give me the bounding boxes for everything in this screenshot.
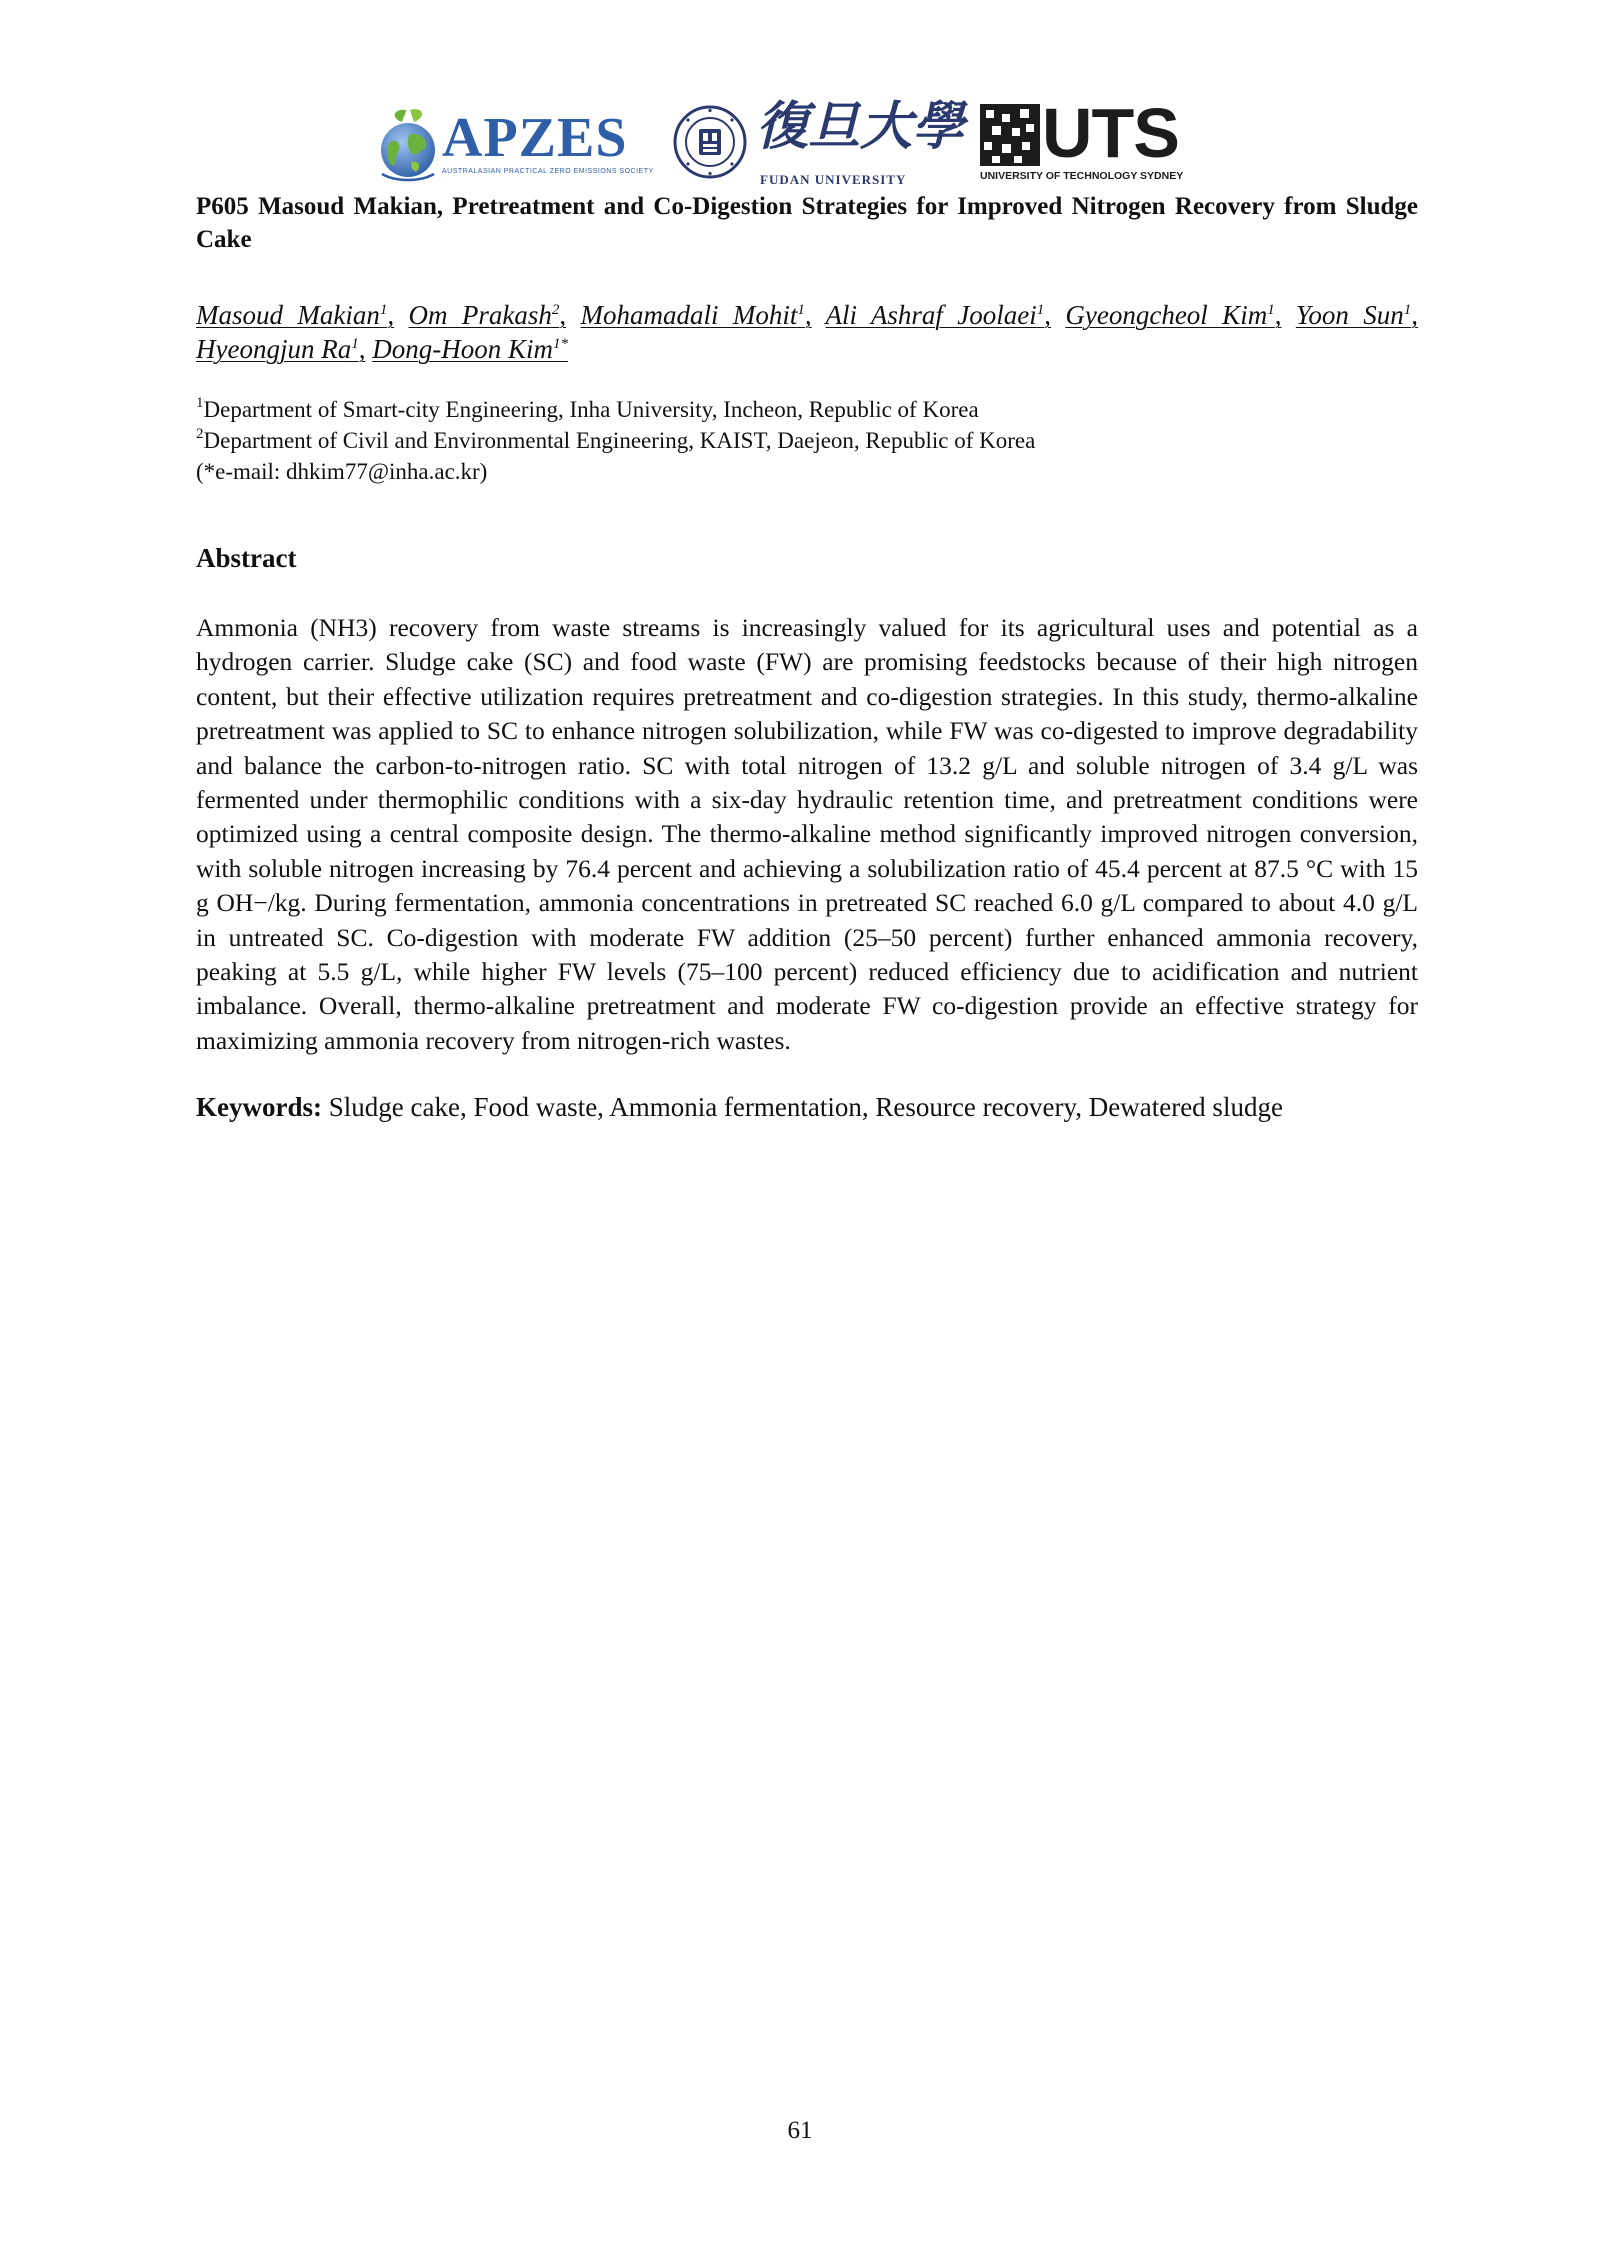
author-name: Mohamadali Mohit$^1$, <box>580 300 812 330</box>
author-name: Ali Ashraf Joolaei$^1$, <box>825 300 1051 330</box>
affiliations <box>196 394 1418 487</box>
author-affiliation-marker: 1 <box>797 302 805 318</box>
affiliation-1 <box>196 394 1418 425</box>
paper-body <box>196 190 1418 1124</box>
apzes-wordmark: APZES <box>442 107 628 169</box>
author-name: Masoud Makian$^1$, <box>196 300 395 330</box>
keywords <box>196 1090 1418 1124</box>
author-affiliation-marker: 1 <box>351 336 359 352</box>
fudan-subtitle: FUDAN UNIVERSITY <box>760 172 907 187</box>
paper-title: P605 Masoud Makian, Pretreatment and Co-Digestion Strategies for Improved Nitrogen Recovery from Sludge Cake <box>196 193 1418 253</box>
author-name: Gyeongcheol Kim$^1$, <box>1065 300 1282 330</box>
keywords-list: Sludge cake, Food waste, Ammonia fermentation, Resource recovery, Dewatered sludge <box>328 1092 1283 1123</box>
author-name: Yoon Sun$^1$, <box>1295 300 1418 330</box>
affiliation-text: Department of Smart-city Engineering, Inha University, Incheon, Republic of Korea <box>203 397 979 422</box>
apzes-globe-icon <box>376 104 440 184</box>
affiliation-2 <box>196 425 1418 456</box>
apzes-logo <box>376 100 654 190</box>
corresponding-email: (*e-mail: dhkim77@inha.ac.kr) <box>196 459 488 484</box>
author-name: Hyeongjun Ra$^1$, <box>196 334 366 364</box>
author-affiliation-marker: 1 <box>1403 302 1412 318</box>
author-affiliation-marker: 1 <box>1036 302 1045 318</box>
author-affiliation-marker: 2 <box>551 302 560 318</box>
apzes-subtitle: AUSTRALASIAN PRACTICAL ZERO EMISSIONS SOCIETY <box>442 168 654 175</box>
author-affiliation-marker: 1* <box>552 336 568 352</box>
author-affiliation-marker: 1 <box>379 302 388 318</box>
uts-wordmark: UTS <box>1042 94 1179 172</box>
header-logos <box>0 92 1600 192</box>
abstract-heading: Abstract <box>196 543 297 573</box>
affiliation-marker: 2 <box>196 426 204 442</box>
uts-subtitle: UNIVERSITY OF TECHNOLOGY SYDNEY <box>980 170 1184 182</box>
uts-pattern-icon <box>980 104 1040 166</box>
abstract-text: Ammonia (NH3) recovery from waste streams is increasingly valued for its agricultural uses and potential as a hydrogen carrier. Sludge cake (SC) and food waste (FW) are promising feedstocks because of their high nitrogen content, but their effective utilization requires pretreatment and co-digestion strategies. In this study, thermo-alkaline pretreatment was applied to SC to enhance nitrogen solubilization, while FW was co-digested to improve degradability and balance the carbon-to-nitrogen ratio. SC with total nitrogen of 13.2 g/L and soluble nitrogen of 3.4 g/L was fermented under thermophilic conditions with a six-day hydraulic retention time, and pretreatment conditions were optimized using a central composite design. The thermo-alkaline method significantly improved nitrogen conversion, with soluble nitrogen increasing by 76.4 percent and achieving a solubilization ratio of 45.4 percent at 87.5 °C with 15 g OH−/kg. During fermentation, ammonia concentrations in pretreated SC reached 6.0 g/L compared to about 4.0 g/L in untreated SC. Co-digestion with moderate FW addition (25–50 percent) further enhanced ammonia recovery, peaking at 5.5 g/L, while higher FW levels (75–100 percent) reduced efficiency due to acidification and nutrient imbalance. Overall, thermo-alkaline pretreatment and moderate FW co-digestion provide an effective strategy for maximizing ammonia recovery from nitrogen-rich wastes. <box>196 613 1418 1055</box>
fudan-logo <box>672 96 965 192</box>
author-list <box>196 298 1418 366</box>
uts-logo <box>980 94 1184 192</box>
author-affiliation-marker: 1 <box>1267 302 1275 318</box>
fudan-chinese-wordmark: 復旦大學 <box>756 96 965 157</box>
author-name: Om Prakash$^2$, <box>408 300 567 330</box>
keywords-label: Keywords: <box>196 1092 322 1123</box>
page-number: 61 <box>787 2117 813 2144</box>
author-name: Dong-Hoon Kim$^{1*}$ <box>372 334 568 364</box>
affiliation-text: Department of Civil and Environmental Engineering, KAIST, Daejeon, Republic of Korea <box>203 428 1036 453</box>
fudan-seal-icon <box>672 104 748 180</box>
affiliation-marker: 1 <box>196 395 204 411</box>
